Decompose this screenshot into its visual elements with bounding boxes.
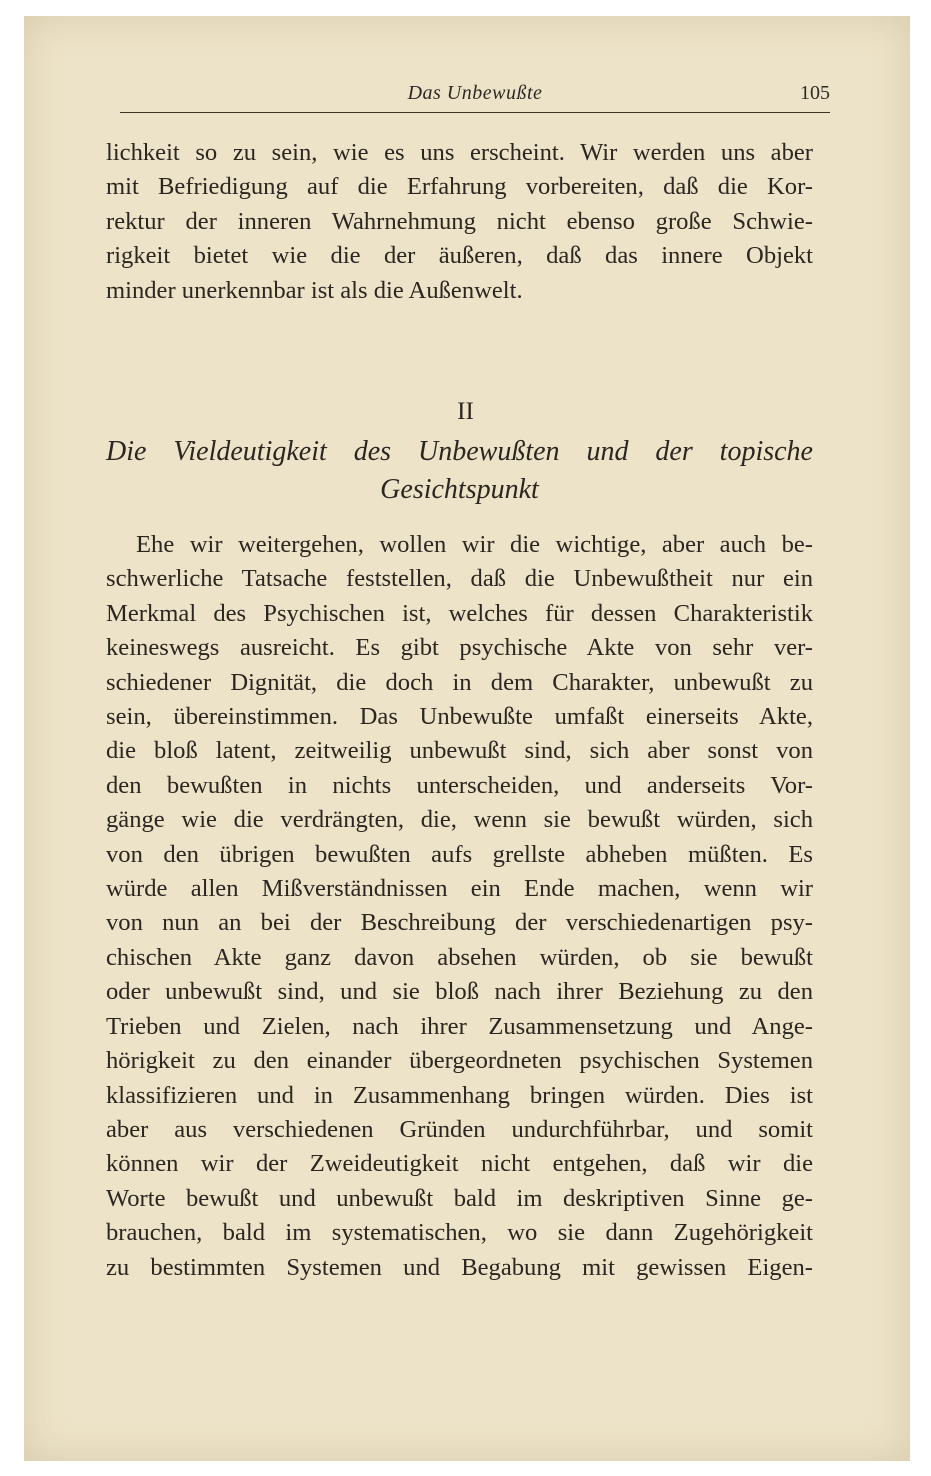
text-line: schwerliche Tatsache feststellen, daß die Unbewußtheit nur ein	[106, 565, 813, 593]
text-line: keineswegs ausreicht. Es gibt psychische Akte von sehr ver-	[106, 634, 813, 662]
section-heading	[106, 433, 813, 509]
section-heading-line: Gesichtspunkt	[380, 474, 539, 505]
text-line: sein, übereinstimmen. Das Unbewußte umfaßt einerseits Akte,	[106, 703, 813, 731]
text-line: die bloß latent, zeitweilig unbewußt sind, sich aber sonst von	[106, 737, 813, 765]
text-line: würde allen Mißverständnissen ein Ende machen, wenn wir	[106, 875, 813, 903]
text-line: oder unbewußt sind, und sie bloß nach ihrer Beziehung zu den	[106, 978, 813, 1006]
text-line: hörigkeit zu den einander übergeordneten psychischen Systemen	[106, 1047, 813, 1075]
text-line: minder unerkennbar ist als die Außenwelt.	[106, 276, 523, 304]
text-line: Trieben und Zielen, nach ihrer Zusammensetzung und Ange-	[106, 1012, 813, 1040]
text-line: rigkeit bietet wie die der äußeren, daß das innere Objekt	[106, 242, 813, 270]
page-number: 105	[800, 82, 830, 104]
text-line: klassifizieren und in Zusammenhang bringen würden. Dies ist	[106, 1081, 813, 1109]
text-line: Merkmal des Psychischen ist, welches für dessen Charakteristik	[106, 599, 813, 627]
text-line: den bewußten in nichts unterscheiden, und anderseits Vor-	[106, 771, 813, 799]
running-head	[120, 82, 830, 113]
section-numeral: II	[457, 398, 474, 425]
text-line: lichkeit so zu sein, wie es uns erscheint. Wir werden uns aber	[106, 139, 813, 166]
text-line: schiedener Dignität, die doch in dem Charakter, unbewußt zu	[106, 668, 813, 696]
text-line: zu bestimmten Systemen und Begabung mit gewissen Eigen-	[106, 1253, 813, 1281]
text-line: Ehe wir weitergehen, wollen wir die wichtige, aber auch be-	[136, 531, 813, 558]
text-line: von nun an bei der Beschreibung der verschiedenartigen psy-	[106, 909, 813, 937]
paragraph-body	[106, 528, 813, 1285]
paragraph-continuation	[106, 136, 813, 308]
text-line: rektur der inneren Wahrnehmung nicht ebenso große Schwie-	[106, 207, 813, 235]
text-line: von den übrigen bewußten aufs grellste abheben müßten. Es	[106, 840, 813, 868]
text-line: mit Befriedigung auf die Erfahrung vorbereiten, daß die Kor-	[106, 173, 813, 201]
section-heading-line: Die Vieldeutigkeit des Unbewußten und der topische	[106, 436, 813, 467]
text-line: gänge wie die verdrängten, die, wenn sie bewußt würden, sich	[106, 806, 813, 834]
text-line: brauchen, bald im systematischen, wo sie dann Zugehörigkeit	[106, 1219, 813, 1247]
text-line: aber aus verschiedenen Gründen undurchführbar, und somit	[106, 1115, 813, 1143]
text-line: Worte bewußt und unbewußt bald im deskriptiven Sinne ge-	[106, 1184, 813, 1212]
running-title: Das Unbewußte	[407, 82, 543, 104]
text-line: chischen Akte ganz davon absehen würden, ob sie bewußt	[106, 943, 813, 971]
text-line: können wir der Zweideutigkeit nicht entgehen, daß wir die	[106, 1150, 813, 1178]
